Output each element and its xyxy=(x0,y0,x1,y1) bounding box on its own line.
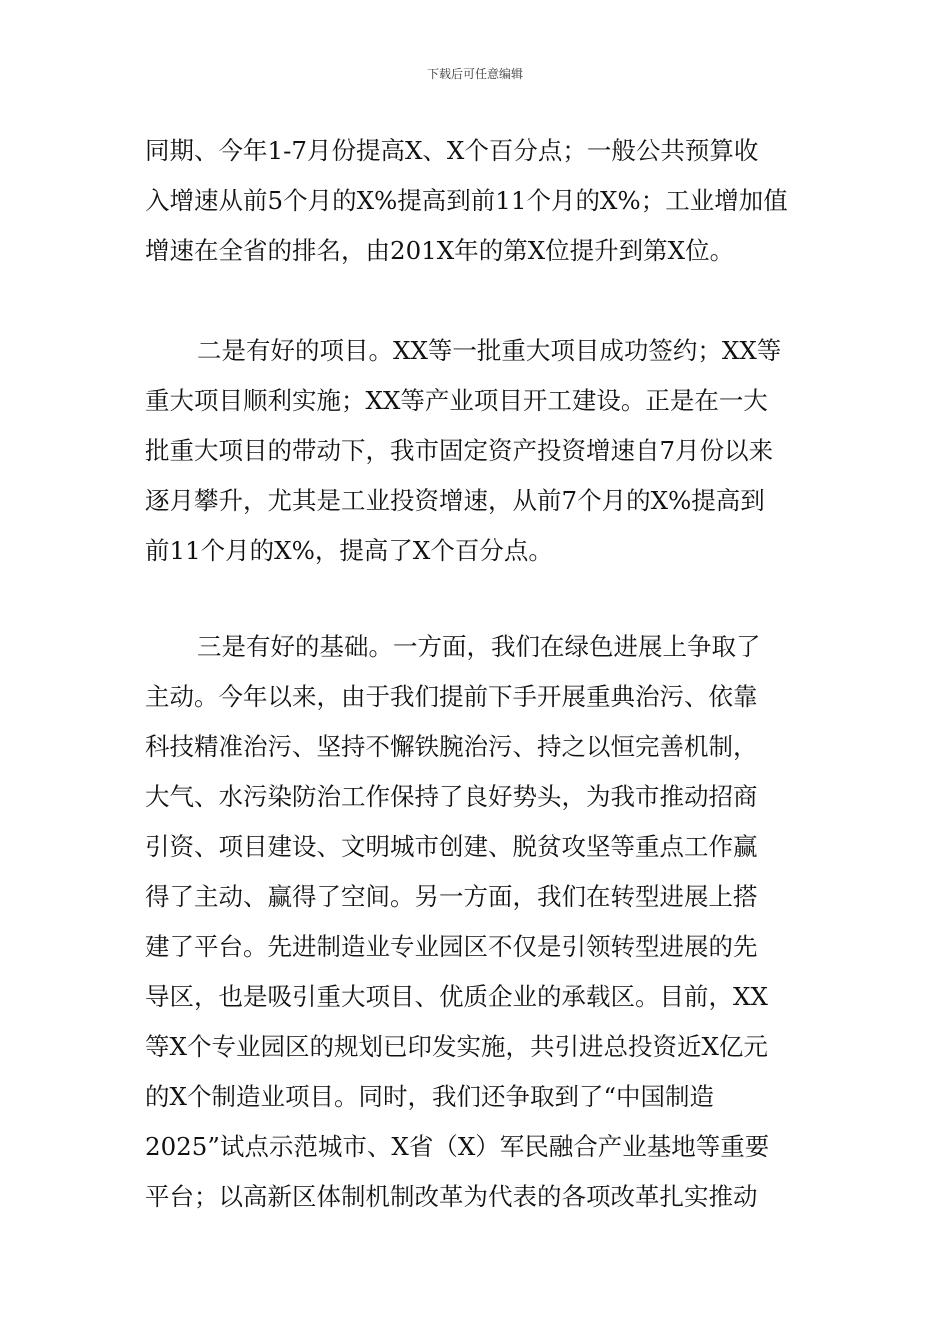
text-line: 建了平台。先进制造业专业园区不仅是引领转型进展的先 xyxy=(145,932,758,961)
paragraph-3 xyxy=(145,622,820,1222)
text-line: 二是有好的项目。XX等一批重大项目成功签约；XX等 xyxy=(197,336,782,365)
text-line: 导区，也是吸引重大项目、优质企业的承载区。目前，XX xyxy=(145,982,768,1011)
text-line: 引资、项目建设、文明城市创建、脱贫攻坚等重点工作赢 xyxy=(145,832,758,861)
paragraph-2 xyxy=(145,326,820,576)
text-line: 得了主动、赢得了空间。另一方面，我们在转型进展上搭 xyxy=(145,882,758,911)
text-line: 主动。今年以来，由于我们提前下手开展重典治污、依靠 xyxy=(145,682,758,711)
text-line: 大气、水污染防治工作保持了良好势头，为我市推动招商 xyxy=(145,782,758,811)
text-line: 批重大项目的带动下，我市固定资产投资增速自7月份以来 xyxy=(145,436,774,465)
text-line: 的X个制造业项目。同时，我们还争取到了“中国制造 xyxy=(145,1082,714,1111)
text-line: 入增速从前5个月的X%提高到前11个月的X%；工业增加值 xyxy=(145,186,788,215)
text-line: 等X个专业园区的规划已印发实施，共引进总投资近X亿元 xyxy=(145,1032,768,1061)
text-line: 重大项目顺利实施；XX等产业项目开工建设。正是在一大 xyxy=(145,386,768,415)
text-line: 前11个月的X%，提高了X个百分点。 xyxy=(145,536,553,565)
paragraph-1 xyxy=(145,126,820,276)
text-line: 同期、今年1-7月份提高X、X个百分点；一般公共预算收 xyxy=(145,136,759,165)
text-line: 三是有好的基础。一方面，我们在绿色进展上争取了 xyxy=(197,632,761,661)
text-line: 科技精准治污、坚持不懈铁腕治污、持之以恒完善机制， xyxy=(145,732,758,761)
text-line: 逐月攀升，尤其是工业投资增速，从前7个月的X%提高到 xyxy=(145,486,765,515)
page-header: 下载后可任意编辑 xyxy=(426,67,523,81)
text-line: 2025”试点示范城市、X省（X）军民融合产业基地等重要 xyxy=(145,1132,770,1161)
text-line: 平台；以高新区体制机制改革为代表的各项改革扎实推动 xyxy=(145,1182,758,1211)
text-line: 增速在全省的排名，由201X年的第X位提升到第X位。 xyxy=(145,236,735,265)
